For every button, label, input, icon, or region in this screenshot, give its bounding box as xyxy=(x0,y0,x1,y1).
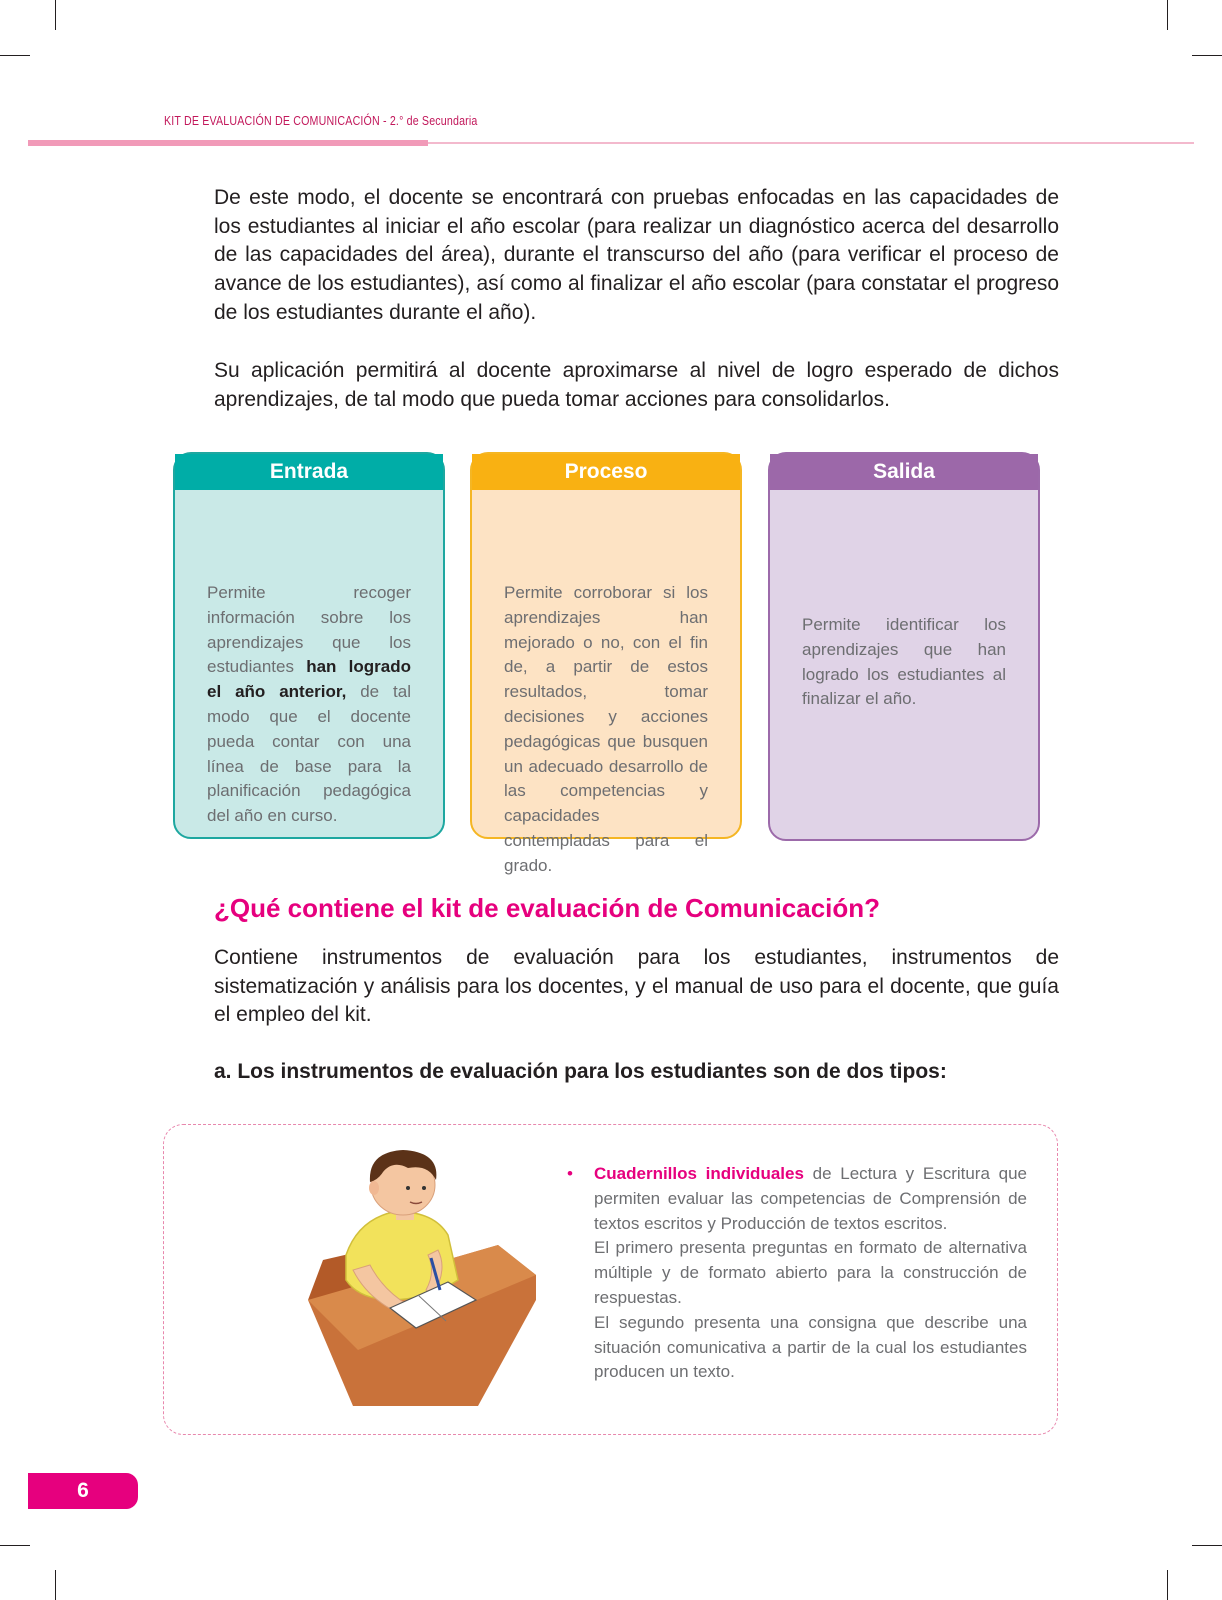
card-entrada-bold: han logrado el año anterior, xyxy=(207,657,411,702)
card-salida-text: Permite identificar los aprendizajes que han logrado los estudiantes al finalizar el año. xyxy=(802,614,1006,709)
crop-mark xyxy=(1167,1570,1168,1600)
intro-paragraph-1: De este modo, el docente se encontrará con pruebas enfocadas en las capacidades de los estudiantes al iniciar el año escolar (para realizar un diagnóstico acerca del desarrollo de las capacidades del área), durante el transcurso del año (para verificar el proceso de avance de los estudiantes), así como al finalizar el año escolar (para constatar el progreso de los estudiantes durante el año). xyxy=(214,186,1059,324)
page-number: 6 xyxy=(28,1473,138,1509)
crop-mark xyxy=(0,55,30,56)
bullet-text xyxy=(594,1162,1027,1385)
card-proceso-text: Permite corroborar si los aprendizajes han mejorado o no, con el fin de, a partir de estos resultados, tomar decisiones y acciones pedagógicas que busquen un adecuado desarrollo de las competencias y capacidades contempladas para el grado. xyxy=(504,583,708,875)
bullet-icon: • xyxy=(567,1164,573,1183)
card-entrada-text-end: de tal modo que el docente pueda contar con una línea de base para la planificación pedagógica del año en curso. xyxy=(207,682,411,826)
student-writing-illustration xyxy=(298,1150,538,1406)
card-salida-body xyxy=(770,490,1038,841)
card-proceso-title: Proceso xyxy=(472,454,740,490)
card-proceso-body xyxy=(472,490,740,875)
bullet-cuadernillos xyxy=(567,1162,1027,1385)
bullet-lead: Cuadernillos individuales xyxy=(594,1164,804,1183)
card-salida xyxy=(768,452,1040,841)
intro-paragraph-2: Su aplicación permitirá al docente aproximarse al nivel de logro esperado de dichos aprendizajes, de tal modo que pueda tomar acciones para consolidarlos. xyxy=(214,359,1059,411)
crop-mark xyxy=(0,1545,30,1546)
running-header: KIT DE EVALUACIÓN DE COMUNICACIÓN - 2.° de Secundaria xyxy=(164,113,478,128)
crop-mark xyxy=(1192,55,1222,56)
card-entrada-text: Permite recoger información sobre los aprendizajes que los estudiantes xyxy=(207,583,411,677)
kit-paragraph: Contiene instrumentos de evaluación para los estudiantes, instrumentos de sistematización y análisis para los docentes, y el manual de uso para el docente, que guía el empleo del kit. xyxy=(214,946,1059,1027)
crop-mark xyxy=(1192,1545,1222,1546)
bullet-line-3: El segundo presenta una consigna que describe una situación comunicativa a partir de la cual los estudiantes producen un texto. xyxy=(594,1312,1027,1382)
header-rule-accent xyxy=(28,140,428,146)
crop-mark xyxy=(55,1570,56,1600)
crop-mark xyxy=(1167,0,1168,30)
card-proceso xyxy=(470,452,742,875)
card-entrada-title: Entrada xyxy=(175,454,443,490)
card-salida-title: Salida xyxy=(770,454,1038,490)
card-entrada xyxy=(173,452,445,839)
crop-mark xyxy=(55,0,56,30)
bullet-line-1: de Lectura y Escritura que permiten evaluar las competencias de Comprensión de textos escritos y Producción de textos escritos. xyxy=(594,1164,1027,1233)
instruments-subheading: a. Los instrumentos de evaluación para los estudiantes son de dos tipos: xyxy=(214,1060,947,1083)
section-title: ¿Qué contiene el kit de evaluación de Comunicación? xyxy=(214,893,881,923)
card-entrada-body xyxy=(175,490,443,839)
bullet-line-2: El primero presenta preguntas en formato de alternativa múltiple y de formato abierto para la construcción de respuestas. xyxy=(594,1238,1027,1307)
